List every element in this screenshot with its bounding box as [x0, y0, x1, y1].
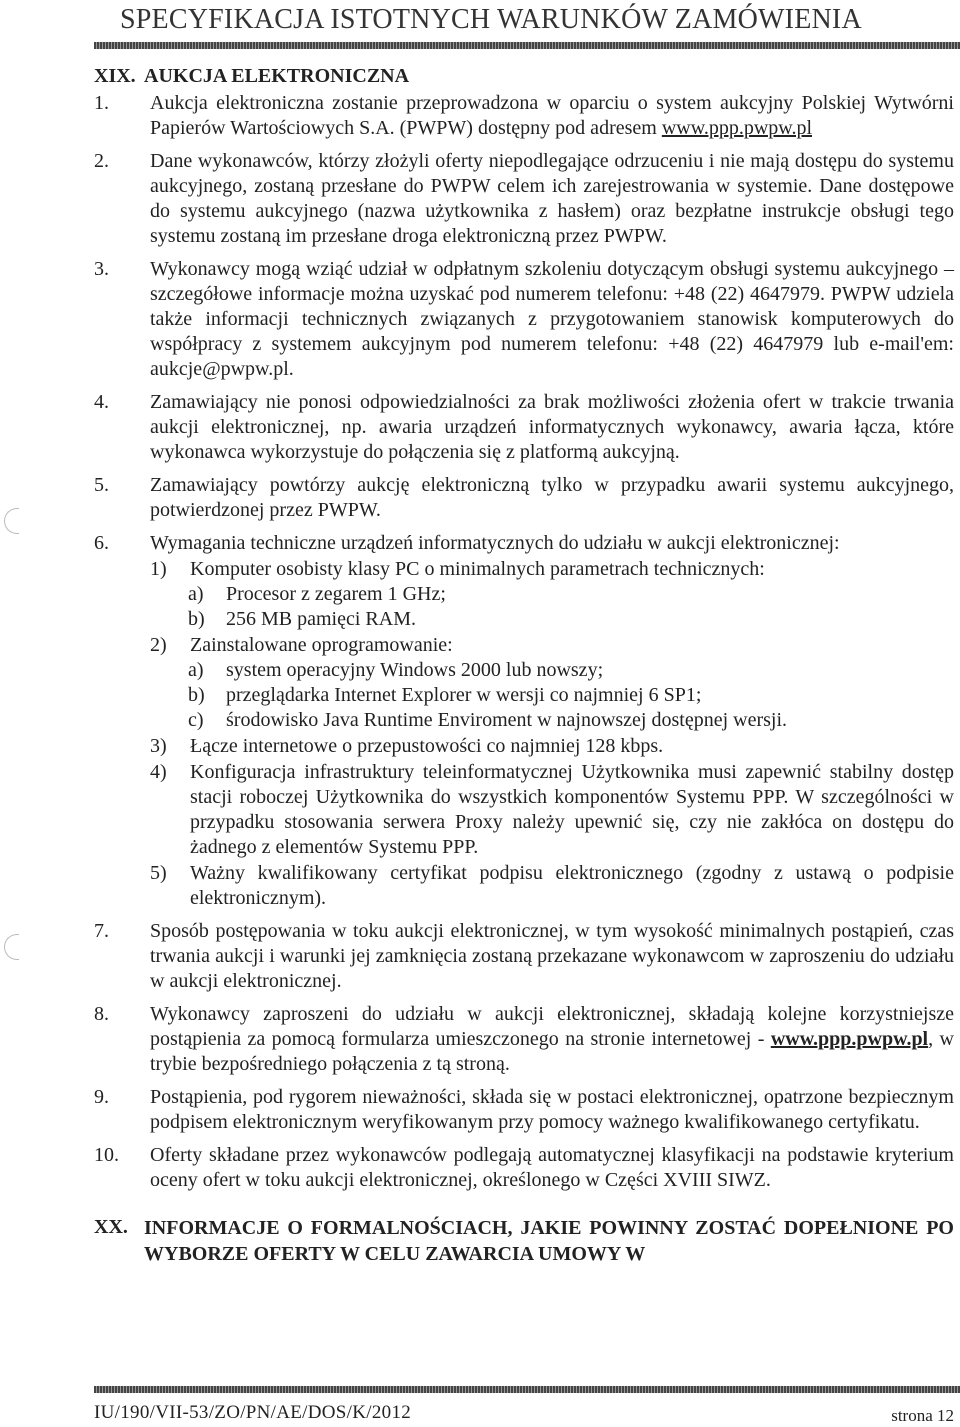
sub-sub-number: a): [188, 659, 204, 681]
item-text: Wykonawcy mogą wziąć udział w odpłatnym szkoleniu dotyczącym obsługi systemu aukcyjnego – szczegółowe informacje można uzyskać pod numerem telefonu: +48 (22) 4647979. PWPW udziela także informacji technicznych związanych z przygotowaniem stanowisk komputerowych do współpracy z systemem aukcyjnym pod numerem telefonu: +48 (22) 4647979 lub e-mail'em: aukcje@pwpw.pl.: [150, 258, 954, 380]
sub-sub-item: [150, 683, 954, 708]
sub-sub-item: [150, 607, 954, 632]
item-number: 9.: [94, 1086, 109, 1108]
sub-text: Łącze internetowe o przepustowości co najmniej 128 kbps.: [190, 735, 664, 757]
item-lead: Wymagania techniczne urządzeń informatycznych do udziału w aukcji elektronicznej:: [150, 532, 840, 554]
item-text: Sposób postępowania w toku aukcji elektronicznej, w tym wysokość minimalnych postąpień, czas trwania aukcji i warunki jej zamknięcia zostaną przekazane wykonawcom w zaproszeniu do udziału w aukcji elektronicznej.: [150, 920, 954, 992]
sub-sub-text: 256 MB pamięci RAM.: [226, 608, 416, 630]
item-text: Dane wykonawców, którzy złożyli oferty niepodlegające odrzuceniu i nie mają dostępu do systemu aukcyjnego, zostaną przesłane do PWPW celem ich zarejestrowania w systemie. Dane dostępowe do systemu aukcyjnego (nazwa użytkownika z hasłem) oraz bezpłatne instrukcje obsługi tego systemu zostaną im przesłane droga elektroniczną przez PWPW.: [150, 150, 954, 247]
margin-mark: [4, 508, 19, 534]
item-text-part: Aukcja elektroniczna zostanie przeprowadzona w oparciu o system aukcyjny Polskiej Wytwórni Papierów Wartościowych S.A. (PWPW) dostępny pod adresem: [150, 92, 954, 139]
sub-sub-text: środowisko Java Runtime Enviroment w najnowszej dostępnej wersji.: [226, 709, 788, 731]
page-number: strona 12: [891, 1406, 954, 1425]
sub-sub-number: a): [188, 583, 204, 605]
header-rule: [94, 42, 960, 49]
sub-number: 3): [150, 735, 167, 757]
sub-number: 5): [150, 862, 167, 884]
list-item: [94, 1143, 954, 1193]
item-text: [150, 531, 954, 911]
section-title: INFORMACJE O FORMALNOŚCIACH, JAKIE POWINNY ZOSTAĆ DOPEŁNIONE PO WYBORZE OFERTY W CELU ZAWARCIA UMOWY W: [144, 1217, 954, 1265]
list-item: [94, 257, 954, 382]
sub-text: Konfiguracja infrastruktury teleinformatycznej Użytkownika musi zapewnić stabilny dostęp stacji roboczej Użytkownika do wszystkich komponentów Systemu PPP. W szczególności w przypadku stosowania serwera Proxy należy upewnić się, czy nie zakłóca on dostępu do żadnego z elementów Systemu PPP.: [190, 761, 954, 858]
document-body: [94, 64, 954, 1269]
item-text-part: , w trybie bezpośredniego połączenia z tą stroną.: [150, 1028, 954, 1075]
item-number: 4.: [94, 391, 109, 413]
footer-rule: [94, 1386, 960, 1393]
sub-number: 1): [150, 558, 167, 580]
list-item: [94, 149, 954, 249]
item-number: 5.: [94, 474, 109, 496]
item-number: 3.: [94, 258, 109, 280]
item-number: 2.: [94, 150, 109, 172]
list-item: [94, 1002, 954, 1077]
sub-sub-item: [150, 708, 954, 733]
sub-text: Komputer osobisty klasy PC o minimalnych parametrach technicznych:: [190, 558, 765, 580]
item-text: Zamawiający powtórzy aukcję elektroniczną tylko w przypadku awarii systemu aukcyjnego, potwierdzonej przez PWPW.: [150, 474, 954, 521]
item-number: 8.: [94, 1003, 109, 1025]
section-heading: [94, 1215, 954, 1267]
item-text: Zamawiający nie ponosi odpowiedzialności za brak możliwości złożenia ofert w trakcie trwania aukcji elektronicznej, np. awaria urządzeń informatycznych wykonawcy, awaria łącza, które wykonawca wykorzystuje do połączenia się z platformą aukcyjną.: [150, 391, 954, 463]
list-item: [94, 91, 954, 141]
sub-sub-text: Procesor z zegarem 1 GHz;: [226, 583, 446, 605]
sub-sub-number: b): [188, 684, 205, 706]
sub-sub-item: [150, 658, 954, 683]
section-number: XIX.: [94, 65, 136, 87]
margin-mark: [4, 934, 19, 960]
sub-sub-number: c): [188, 709, 204, 731]
sub-sub-number: b): [188, 608, 205, 630]
list-item: [94, 531, 954, 911]
sub-item: [150, 861, 954, 911]
sub-sub-text: przeglądarka Internet Explorer w wersji co najmniej 6 SP1;: [226, 684, 702, 706]
sub-item: [150, 734, 954, 759]
sub-text: Ważny kwalifikowany certyfikat podpisu elektronicznego (zgodny z ustawą o podpisie elektronicznym).: [190, 862, 954, 909]
section-title: AUKCJA ELEKTRONICZNA: [144, 65, 410, 87]
item-text: Oferty składane przez wykonawców podlegają automatycznej klasyfikacji na podstawie kryterium oceny ofert w toku aukcji elektronicznej, określonego w Części XVIII SIWZ.: [150, 1144, 954, 1191]
sub-item: [150, 760, 954, 860]
sub-number: 2): [150, 634, 167, 656]
item-number: 7.: [94, 920, 109, 942]
list-item: [94, 473, 954, 523]
section-number: XX.: [94, 1216, 128, 1238]
sub-item: [150, 633, 954, 658]
list-item: [94, 919, 954, 994]
sub-item: [150, 557, 954, 582]
item-number: 6.: [94, 532, 109, 554]
item-number: 1.: [94, 92, 109, 114]
item-text: Postąpienia, pod rygorem nieważności, składa się w postaci elektronicznej, opatrzone bezpiecznym podpisem elektronicznym weryfikowanym przy pomocy ważnego kwalifikowanego certyfikatu.: [150, 1086, 954, 1133]
item-text: [150, 91, 954, 141]
document-reference: IU/190/VII-53/ZO/PN/AE/DOS/K/2012: [94, 1402, 412, 1423]
document-header: SPECYFIKACJA ISTOTNYCH WARUNKÓW ZAMÓWIENIA: [120, 4, 862, 35]
sub-text: Zainstalowane oprogramowanie:: [190, 634, 453, 656]
section-heading: [94, 64, 954, 89]
pwpw-link[interactable]: www.ppp.pwpw.pl: [770, 1028, 929, 1050]
item-text-part: Wykonawcy zaproszeni do udziału w aukcji elektronicznej, składają kolejne korzystniejsze postąpienia za pomocą formularza umieszczonego na stronie internetowej -: [150, 1003, 954, 1050]
list-item: [94, 390, 954, 465]
sub-sub-text: system operacyjny Windows 2000 lub nowszy;: [226, 659, 604, 681]
sub-sub-item: [150, 582, 954, 607]
pwpw-link[interactable]: www.ppp.pwpw.pl: [661, 117, 813, 139]
item-number: 10.: [94, 1144, 119, 1166]
sub-number: 4): [150, 761, 167, 783]
list-item: [94, 1085, 954, 1135]
item-text: [150, 1002, 954, 1077]
